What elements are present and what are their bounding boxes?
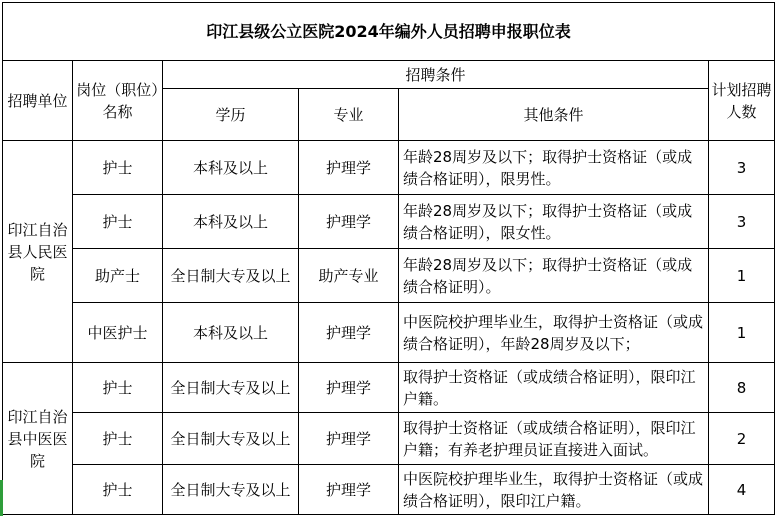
- other-conditions-cell: 年龄28周岁及以下；取得护士资格证（或成绩合格证明）。: [399, 249, 709, 303]
- count-cell: 1: [709, 249, 775, 303]
- education-cell: 全日制大专及以上: [163, 249, 299, 303]
- education-cell: 全日制大专及以上: [163, 465, 299, 515]
- other-conditions-cell: 取得护士资格证（或成绩合格证明），限印江户籍。: [399, 363, 709, 413]
- count-cell: 3: [709, 141, 775, 195]
- table-row: [3, 465, 775, 515]
- other-conditions-cell: 年龄28周岁及以下；取得护士资格证（或成绩合格证明），限女性。: [399, 195, 709, 249]
- header-row-1: [3, 61, 775, 89]
- major-cell: 护理学: [299, 303, 399, 363]
- major-cell: 护理学: [299, 413, 399, 465]
- major-cell: 护理学: [299, 141, 399, 195]
- header-conditions: 招聘条件: [163, 61, 709, 89]
- table-row: [3, 249, 775, 303]
- education-cell: 本科及以上: [163, 141, 299, 195]
- count-cell: 1: [709, 303, 775, 363]
- major-cell: 助产专业: [299, 249, 399, 303]
- other-conditions-cell: 取得护士资格证（或成绩合格证明），限印江户籍；有养老护理员证直接进入面试。: [399, 413, 709, 465]
- table-row: [3, 363, 775, 413]
- title-row: [3, 3, 775, 61]
- education-cell: 本科及以上: [163, 303, 299, 363]
- position-cell: 护士: [73, 141, 163, 195]
- count-cell: 4: [709, 465, 775, 515]
- position-cell: 护士: [73, 465, 163, 515]
- header-major: 专业: [299, 89, 399, 141]
- header-position: 岗位（职位）名称: [73, 61, 163, 141]
- count-cell: 8: [709, 363, 775, 413]
- position-cell: 中医护士: [73, 303, 163, 363]
- count-cell: 2: [709, 413, 775, 465]
- recruitment-table: [2, 2, 775, 515]
- other-conditions-cell: 中医院校护理毕业生，取得护士资格证（或成绩合格证明），限印江户籍。: [399, 465, 709, 515]
- education-cell: 全日制大专及以上: [163, 413, 299, 465]
- unit-name: 印江自治县人民医院: [3, 141, 73, 363]
- table-title: 印江县级公立医院2024年编外人员招聘申报职位表: [3, 3, 775, 61]
- position-cell: 助产士: [73, 249, 163, 303]
- education-cell: 本科及以上: [163, 195, 299, 249]
- position-cell: 护士: [73, 413, 163, 465]
- other-conditions-cell: 年龄28周岁及以下；取得护士资格证（或成绩合格证明），限男性。: [399, 141, 709, 195]
- edge-accent-bar: [0, 480, 3, 516]
- major-cell: 护理学: [299, 363, 399, 413]
- other-conditions-cell: 中医院校护理毕业生，取得护士资格证（或成绩合格证明），年龄28周岁及以下；: [399, 303, 709, 363]
- header-other: 其他条件: [399, 89, 709, 141]
- table-row: [3, 303, 775, 363]
- header-education: 学历: [163, 89, 299, 141]
- table-row: [3, 141, 775, 195]
- header-count: 计划招聘人数: [709, 61, 775, 141]
- education-cell: 全日制大专及以上: [163, 363, 299, 413]
- table-row: [3, 195, 775, 249]
- major-cell: 护理学: [299, 195, 399, 249]
- unit-name: 印江自治县中医医院: [3, 363, 73, 515]
- table-row: [3, 413, 775, 465]
- position-cell: 护士: [73, 363, 163, 413]
- header-unit: 招聘单位: [3, 61, 73, 141]
- position-cell: 护士: [73, 195, 163, 249]
- count-cell: 3: [709, 195, 775, 249]
- recruitment-table-wrapper: [2, 2, 775, 515]
- major-cell: 护理学: [299, 465, 399, 515]
